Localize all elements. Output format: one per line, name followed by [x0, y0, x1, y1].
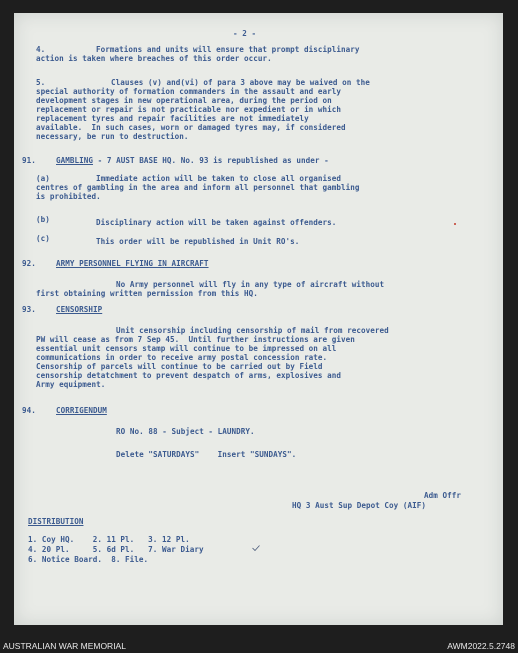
section-93-line-3: essential unit censors stamp will continue to be impressed on all — [36, 344, 337, 353]
para-5-line-6: available. In such cases, worn or damaged tyres may, if considered — [36, 123, 346, 132]
item-a-label: (a) — [36, 174, 50, 183]
distribution-row-1: 1. Coy HQ. 2. 11 Pl. 3. 12 Pl. — [28, 535, 190, 544]
section-92-heading: ARMY PERSONNEL FLYING IN AIRCRAFT — [56, 259, 209, 268]
para-4-line-2: action is taken where breaches of this order occur. — [36, 54, 272, 63]
caption-source: AUSTRALIAN WAR MEMORIAL — [3, 641, 126, 651]
section-91-title — [56, 157, 329, 166]
para-4-line-1: Formations and units will ensure that prompt disciplinary — [96, 45, 360, 54]
section-92-line-2: first obtaining written permission from this HQ. — [36, 289, 258, 298]
signature-unit: HQ 3 Aust Sup Depot Coy (AIF) — [292, 501, 427, 510]
caption-accession: AWM2022.5.2748 — [447, 641, 515, 651]
section-94-heading: CORRIGENDUM — [56, 406, 107, 415]
para-5-line-1: Clauses (v) and(vi) of para 3 above may be waived on the — [111, 78, 370, 87]
section-94-number: 94. — [22, 406, 36, 415]
item-c-label: (c) — [36, 234, 50, 243]
para-5-line-7: necessary, be run to destruction. — [36, 132, 189, 141]
section-93-heading: CENSORSHIP — [56, 305, 103, 314]
para-5-line-4: replacement or repair is not practicable nor expedient or in which — [36, 105, 342, 114]
section-93-line-4: communications in order to receive army postal concession rate. — [36, 353, 328, 362]
para-5-line-5: replacement tyres and repair facilities are not immediately — [36, 114, 309, 123]
section-92-line-1: No Army personnel will fly in any type of aircraft without — [116, 280, 385, 289]
distribution-row-3: 6. Notice Board. 8. File. — [28, 555, 149, 564]
section-92-number: 92. — [22, 259, 36, 268]
section-91-number: 91. — [22, 156, 36, 165]
para-5-line-2: special authority of formation commanders in the assault and early — [36, 87, 342, 96]
item-a-line-3: is prohibited. — [36, 192, 101, 201]
item-a-line-2: centres of gambling in the area and inform all personnel that gambling — [36, 183, 360, 192]
section-94-line-2: Delete "SATURDAYS" Insert "SUNDAYS". — [116, 450, 297, 459]
section-91-heading: GAMBLING — [56, 156, 93, 165]
section-93-line-2: PW will cease as from 7 Sep 45. Until further instructions are given — [36, 335, 355, 344]
item-c-text: This order will be republished in Unit RO's. — [96, 237, 300, 246]
section-94-line-1: RO No. 88 - Subject - LAUNDRY. — [116, 427, 255, 436]
item-b-label: (b) — [36, 215, 50, 224]
item-a-line-1: Immediate action will be taken to close all organised — [96, 174, 341, 183]
signature-title: Adm Offr — [424, 491, 461, 500]
section-91-heading-rest: - 7 AUST BASE HQ. No. 93 is republished as under - — [92, 156, 329, 165]
para-5-number: 5. — [36, 78, 46, 87]
section-93-line-6: censorship detatchment to prevent despatch of arms, explosives and — [36, 371, 342, 380]
document-page — [14, 13, 503, 625]
page-number: - 2 - — [233, 29, 257, 38]
para-5-line-3: development stages in new operational area, during the period on — [36, 96, 332, 105]
section-93-line-5: Censorship of parcels will continue to be carried out by Field — [36, 362, 323, 371]
caption-bar — [0, 639, 518, 653]
red-mark — [454, 223, 456, 225]
item-b-text: Disciplinary action will be taken against offenders. — [96, 218, 337, 227]
check-mark-icon — [252, 545, 260, 551]
section-93-number: 93. — [22, 305, 36, 314]
section-93-line-1: Unit censorship including censorship of mail from recovered — [116, 326, 389, 335]
para-4-number: 4. — [36, 45, 46, 54]
section-93-line-7: Army equipment. — [36, 380, 106, 389]
distribution-heading: DISTRIBUTION — [28, 517, 84, 526]
distribution-row-2: 4. 20 Pl. 5. 6d Pl. 7. War Diary — [28, 545, 204, 554]
